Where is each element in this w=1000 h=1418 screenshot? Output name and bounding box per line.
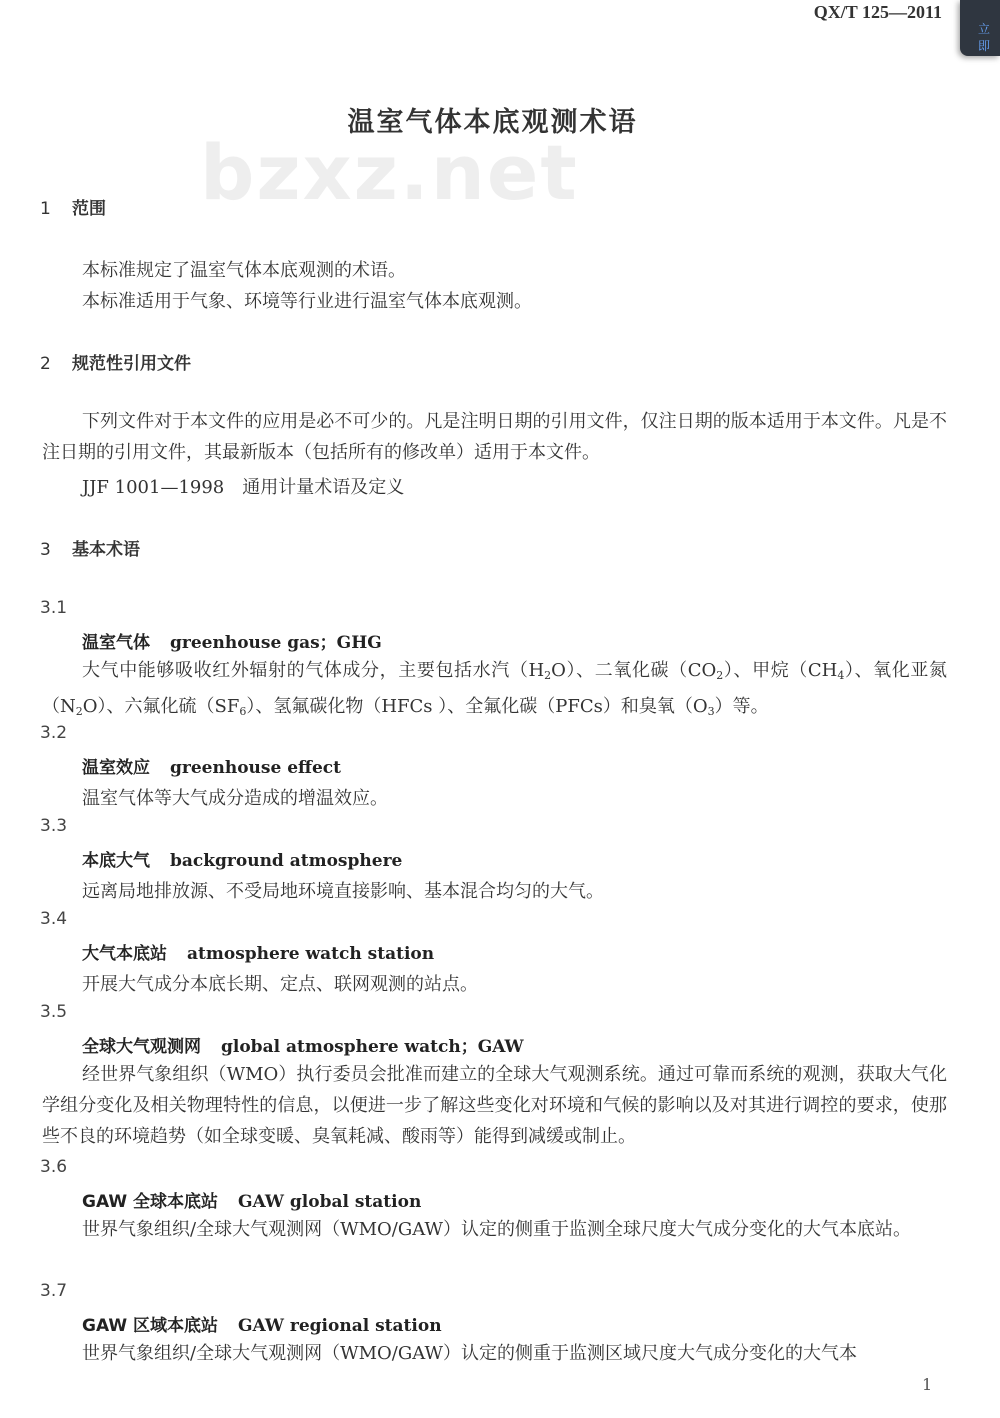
reference-item: JJF 1001—1998 通用计量术语及定义 (82, 477, 405, 498)
section-heading-references (40, 349, 191, 374)
section-number: 1 (40, 199, 51, 219)
term-english: GAW regional station (238, 1316, 442, 1336)
term-entry (82, 846, 402, 871)
term-definition: 世界气象组织/全球大气观测网（WMO/GAW）认定的侧重于监测区域尺度大气成分变化的大气本 (82, 1343, 857, 1364)
clause-number: 3.4 (40, 909, 68, 929)
scope-line-1: 本标准规定了温室气体本底观测的术语。 (82, 260, 406, 281)
term-definition: 世界气象组织/全球大气观测网（WMO/GAW）认定的侧重于监测全球尺度大气成分变化的大气本底站。 (82, 1219, 911, 1240)
term-english: greenhouse effect (170, 758, 341, 778)
term-definition: 大气中能够吸收红外辐射的气体成分，主要包括水汽$(H_2O)$、二氧化碳$(CO_2)$、甲烷$(CH_4)$、氧化亚氮$(N_2O)$、六氟化硫$(SF_6)$、氢氟碳化物（HFCs ）、全氟化碳（PFCs）和臭氧$(O_3)$等。 (42, 660, 947, 718)
section-title: 基本术语 (72, 540, 140, 560)
ghg-def-tail: ）等。 (714, 696, 769, 717)
clause-number: 3.6 (40, 1157, 68, 1177)
clause-number: 3.7 (40, 1281, 68, 1301)
clause-number: 3.1 (40, 598, 68, 618)
term-definition: 远离局地排放源、不受局地环境直接影响、基本混合均匀的大气。 (82, 881, 604, 902)
section-heading-basic-terms (40, 535, 140, 560)
section-number: 2 (40, 354, 51, 374)
clause-number: 3.2 (40, 723, 68, 743)
term-definition: 开展大气成分本底长期、定点、联网观测的站点。 (82, 974, 478, 995)
term-entry (82, 939, 434, 964)
side-action-button[interactable] (960, 0, 1000, 56)
section-heading-scope (40, 194, 106, 219)
term-english: atmosphere watch station (187, 944, 435, 964)
term-chinese: GAW 全球本底站 (82, 1192, 219, 1212)
section-title: 范围 (72, 199, 106, 219)
term-chinese: 全球大气观测网 (82, 1037, 201, 1057)
term-english: GAW global station (238, 1192, 422, 1212)
term-entry (82, 1311, 442, 1336)
scope-line-2: 本标准适用于气象、环境等行业进行温室气体本底观测。 (82, 291, 532, 312)
standard-code: QX/T 125—2011 (813, 2, 942, 22)
term-chinese: GAW 区域本底站 (82, 1316, 219, 1336)
term-chinese: 温室效应 (82, 758, 150, 778)
term-entry (82, 753, 341, 778)
term-english: background atmosphere (170, 851, 403, 871)
side-action-label: 立即 (978, 22, 991, 53)
section-title: 规范性引用文件 (72, 354, 191, 374)
term-entry (82, 628, 382, 653)
clause-number: 3.3 (40, 816, 68, 836)
ghg-def-text: 大气中能够吸收红外辐射的气体成分，主要包括水汽（H (82, 660, 545, 681)
watermark: bzxz.net (200, 128, 579, 217)
clause-number: 3.5 (40, 1002, 68, 1022)
references-intro: 下列文件对于本文件的应用是必不可少的。凡是注明日期的引用文件，仅注日期的版本适用于本文件。凡是不注日期的引用文件，其最新版本（包括所有的修改单）适用于本文件。 (42, 411, 947, 463)
term-definition: 经世界气象组织（WMO）执行委员会批准而建立的全球大气观测系统。通过可靠而系统的观测，获取大气化学组分变化及相关物理特性的信息，以便进一步了解这些变化对环境和气候的影响以及对其进行调控的要求，使那些不良的环境趋势（如全球变暖、臭氧耗减、酸雨等）能得到减缓或制止。 (42, 1064, 947, 1147)
page-number: 1 (922, 1375, 933, 1394)
term-english: greenhouse gas；GHG (170, 633, 382, 653)
section-number: 3 (40, 540, 51, 560)
term-definition: 温室气体等大气成分造成的增温效应。 (82, 788, 388, 809)
term-chinese: 本底大气 (82, 851, 150, 871)
term-entry (82, 1187, 421, 1212)
term-entry (82, 1032, 524, 1057)
term-chinese: 温室气体 (82, 633, 150, 653)
document-title: 温室气体本底观测术语 (347, 107, 638, 138)
term-english: global atmosphere watch；GAW (221, 1037, 524, 1057)
term-chinese: 大气本底站 (82, 944, 167, 964)
